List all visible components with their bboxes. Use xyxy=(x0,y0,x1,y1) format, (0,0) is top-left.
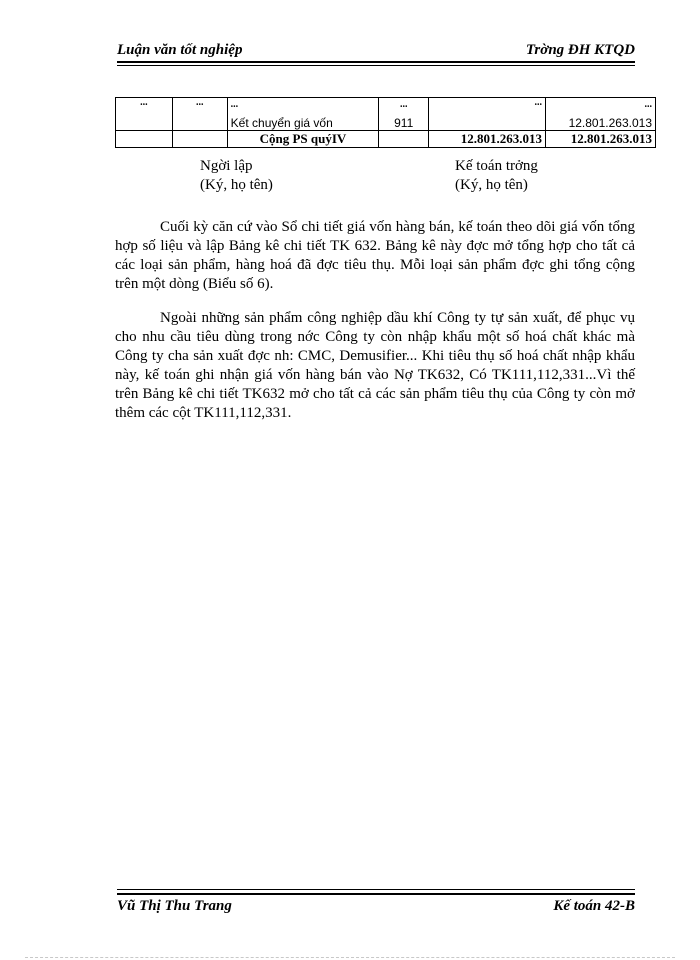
ellipsis-mark: ... xyxy=(196,97,204,108)
paragraph-text: Ngoài những sản phẩm công nghiệp dầu khí Công ty tự sản xuất, để phục vụ cho nhu cầu tiêu dùng trong nớc Công ty còn nhập khẩu một số hoá chất khác mà Công ty cha sản xuất đợc nh: CMC, Demusifier... Khi tiêu thụ số hoá chất nhập khẩu này, kế toán ghi nhận giá vốn hàng bán vào Nợ TK632, Có TK111,112,331...Vì thế trên Bảng kê chi tiết TK632 mở cho tất cả các sản phẩm tiêu thụ của Công ty còn mở thêm các cột TK111,112,331. xyxy=(115,310,635,421)
table-cell xyxy=(116,131,173,148)
table-cell xyxy=(227,98,379,131)
ellipsis-mark: ... xyxy=(399,99,408,110)
row-description: Kết chuyển giá vốn xyxy=(230,116,333,130)
table-cell xyxy=(546,98,656,131)
ledger-table xyxy=(115,97,656,148)
footer-rule-thin xyxy=(117,889,635,890)
header-rule xyxy=(117,61,635,63)
total-label: Cộng PS quýIV xyxy=(227,131,379,148)
signature-chief-accountant xyxy=(455,157,538,195)
signature-note: (Ký, họ tên) xyxy=(455,177,528,193)
table-cell xyxy=(379,131,429,148)
page-footer xyxy=(117,898,635,918)
total-amount-debit: 12.801.263.013 xyxy=(429,131,546,148)
footer-rule xyxy=(117,893,635,895)
ellipsis-mark: ... xyxy=(534,97,543,108)
table-cell xyxy=(172,98,227,131)
signature-title: Ngời lập xyxy=(200,158,253,174)
header-university: Trờng ĐH KTQD xyxy=(525,42,635,58)
signature-title: Kế toán trởng xyxy=(455,158,538,174)
header-rule-thin xyxy=(117,65,635,66)
table-cell xyxy=(116,98,173,131)
amount-value: 12.801.263.013 xyxy=(568,116,652,130)
table-cell xyxy=(379,98,429,131)
total-amount-credit: 12.801.263.013 xyxy=(546,131,656,148)
header-thesis-title: Luận văn tốt nghiệp xyxy=(117,42,243,58)
table-row xyxy=(116,98,656,131)
signature-preparer xyxy=(200,157,273,195)
ellipsis-mark: ... xyxy=(140,97,148,108)
paragraph-text: Cuối kỳ căn cứ vào Sổ chi tiết giá vốn hàng bán, kế toán theo dõi giá vốn tổng hợp số liệu và lập Bảng kê chi tiết TK 632. Bảng kê này đợc mở tổng hợp cho tất cả các loại sản phẩm, hàng hoá đã đợc tiêu thụ. Mỗi loại sản phẩm đợc ghi tổng cộng trên một dòng (Biểu số 6). xyxy=(115,219,635,292)
page-header xyxy=(117,40,635,60)
ellipsis-mark: ... xyxy=(230,99,239,110)
footer-author: Vũ Thị Thu Trang xyxy=(117,898,232,914)
table-cell xyxy=(172,131,227,148)
table-cell xyxy=(429,98,546,131)
table-row-total xyxy=(116,131,656,148)
page-edge xyxy=(25,957,675,958)
ellipsis-mark: ... xyxy=(644,99,652,110)
body-paragraph xyxy=(115,218,635,294)
account-code: 911 xyxy=(394,116,414,130)
footer-class: Kế toán 42-B xyxy=(553,898,635,914)
body-paragraph xyxy=(115,309,635,423)
signature-note: (Ký, họ tên) xyxy=(200,177,273,193)
